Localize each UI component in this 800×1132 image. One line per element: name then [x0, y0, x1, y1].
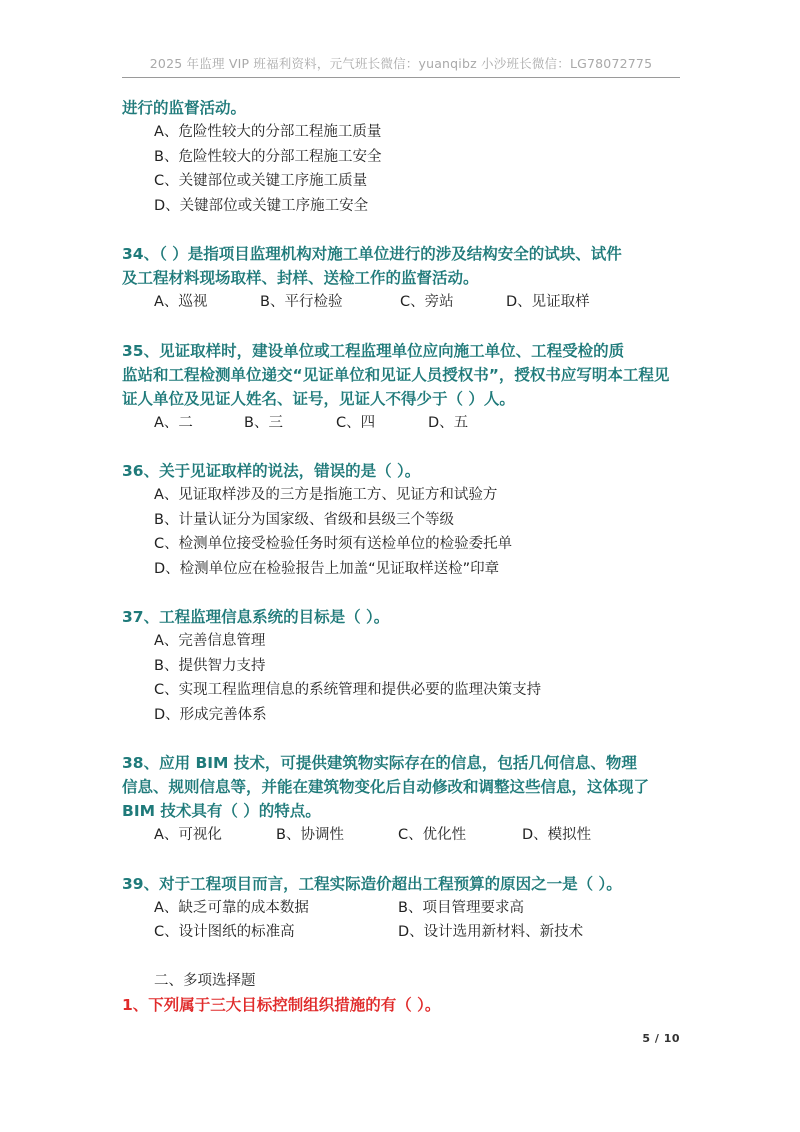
q33-option-a: A、危险性较大的分部工程施工质量	[154, 124, 382, 140]
q38-option-d: D、模拟性	[522, 827, 592, 843]
q33-option-b: B、危险性较大的分部工程施工安全	[154, 148, 382, 165]
q38-stem-line2: 信息、规则信息等，并能在建筑物变化后自动修改和调整这些信息，这体现了	[122, 778, 650, 796]
q36-option-d: D、检测单位应在检验报告上加盖“见证取样送检”印章	[154, 560, 500, 577]
q35-option-b: B、三	[244, 414, 283, 431]
q34-option-c: C、旁站	[400, 294, 454, 310]
q35-option-c: C、四	[336, 414, 376, 431]
q39-options-row1	[122, 896, 682, 921]
q39-stem: 39、对于工程项目而言，工程实际造价超出工程预算的原因之一是（ ）。	[122, 874, 622, 893]
q34-option-b: B、平行检验	[260, 294, 343, 310]
q37-option-d: D、形成完善体系	[154, 706, 267, 723]
q33-option-d: D、关键部位或关键工序施工安全	[154, 197, 369, 214]
q37-option-b: B、提供智力支持	[154, 657, 266, 674]
q34-stem-line2: 及工程材料现场取样、封样、送检工作的监督活动。	[122, 269, 479, 287]
page-number: 5 / 10	[642, 1032, 680, 1045]
q38-stem-line3: BIM 技术具有（ ）的特点。	[122, 802, 321, 820]
q38-option-b: B、协调性	[276, 827, 344, 843]
header-rule	[122, 77, 680, 78]
q38-option-a: A、可视化	[154, 827, 222, 843]
q39-option-b: B、项目管理要求高	[398, 899, 524, 916]
q36-option-b: B、计量认证分为国家级、省级和县级三个等级	[154, 511, 454, 528]
multi-q1-stem: 1、下列属于三大目标控制组织措施的有（ ）。	[122, 995, 441, 1014]
q34-option-a: A、巡视	[154, 294, 208, 310]
q34-option-d: D、见证取样	[506, 294, 590, 310]
q34-options	[122, 290, 682, 315]
q35-options	[122, 411, 682, 436]
q38-option-c: C、优化性	[398, 827, 467, 843]
q35-option-a: A、二	[154, 414, 193, 431]
q33-option-c: C、关键部位或关键工序施工质量	[154, 173, 368, 189]
q37-stem: 37、工程监理信息系统的目标是（ ）。	[122, 608, 390, 626]
q39-options-row2	[122, 920, 682, 945]
section-title: 二、多项选择题	[154, 972, 256, 989]
q35-stem-line1: 35、见证取样时，建设单位或工程监理单位应向施工单位、工程受检的质	[122, 341, 625, 360]
q39-option-a: A、缺乏可靠的成本数据	[154, 899, 309, 916]
q38-stem-line1: 38、应用 BIM 技术，可提供建筑物实际存在的信息，包括几何信息、物理	[122, 754, 637, 772]
q33-tail: 进行的监督活动。	[122, 99, 247, 117]
q35-option-d: D、五	[428, 414, 469, 431]
q39-option-c: C、设计图纸的标准高	[154, 924, 295, 940]
q39-option-d: D、设计选用新材料、新技术	[398, 924, 584, 940]
q36-stem: 36、关于见证取样的说法，错误的是（ ）。	[122, 462, 421, 480]
page-header: 2025 年监理 VIP 班福利资料，元气班长微信：yuanqibz 小沙班长微信：LG78072775	[149, 56, 653, 71]
q37-option-c: C、实现工程监理信息的系统管理和提供必要的监理决策支持	[154, 682, 542, 698]
q37-option-a: A、完善信息管理	[154, 633, 266, 649]
q36-option-a: A、见证取样涉及的三方是指施工方、见证方和试验方	[154, 487, 498, 503]
q34-stem-line1: 34、（ ）是指项目监理机构对施工单位进行的涉及结构安全的试块、试件	[122, 245, 622, 263]
q35-stem-line2: 监站和工程检测单位递交“见证单位和见证人员授权书”，授权书应写明本工程见	[122, 365, 670, 384]
q36-option-c: C、检测单位接受检验任务时须有送检单位的检验委托单	[154, 536, 513, 552]
q35-stem-line3: 证人单位及见证人姓名、证号，见证人不得少于（ ）人。	[122, 389, 515, 408]
q38-options	[122, 823, 682, 848]
page-content	[122, 96, 682, 1017]
